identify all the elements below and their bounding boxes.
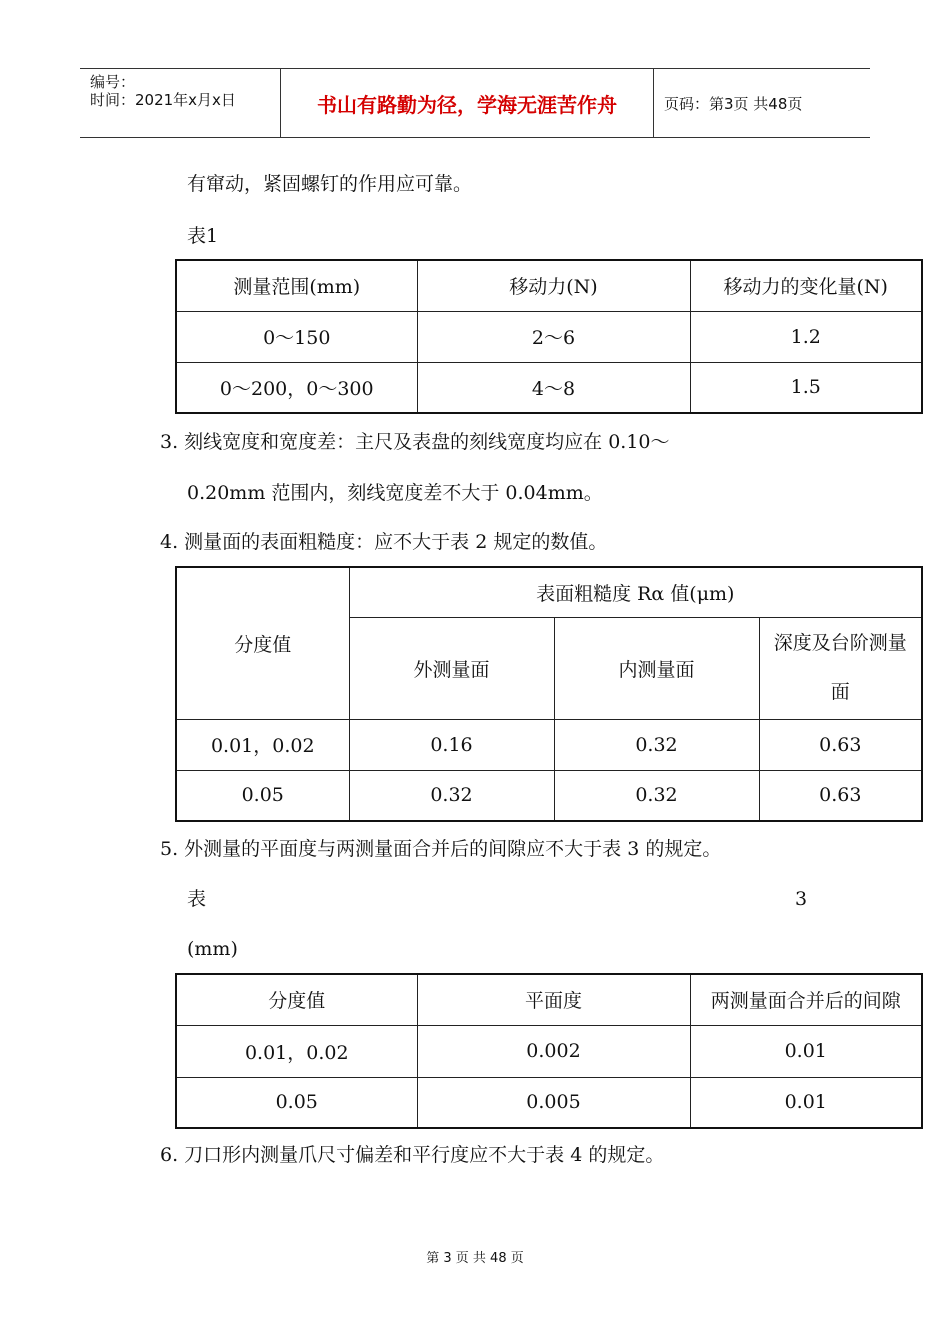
- table-cell: 0.05: [176, 770, 349, 821]
- table-header-cell: 外测量面: [349, 617, 554, 719]
- table-header-cell: 移动力的变化量(N): [690, 260, 922, 311]
- table-cell: 4～8: [417, 362, 690, 413]
- table-header-cell: 移动力(N): [417, 260, 690, 311]
- header-number-label: 编号：: [90, 73, 136, 91]
- table-cell: 0.01，0.02: [176, 1025, 417, 1077]
- table-cell: 0～200，0～300: [176, 362, 417, 413]
- page-footer: 第 3 页 共 48 页: [426, 1251, 524, 1266]
- paragraph-3-line-1: 3. 刻线宽度和宽度差：主尺及表盘的刻线宽度均应在 0.10～: [160, 431, 670, 453]
- table-header-cell: 测量范围(mm): [176, 260, 417, 311]
- table-cell: 0.32: [349, 770, 554, 821]
- table-cell: 0.01: [690, 1077, 922, 1128]
- paragraph-3-line-2: 0.20mm 范围内，刻线宽度差不大于 0.04mm。: [187, 482, 603, 504]
- table-cell: 1.2: [690, 311, 922, 362]
- table-cell: 0.63: [759, 719, 922, 770]
- page-header: [80, 68, 870, 138]
- header-meta: [80, 69, 280, 137]
- table-row: [176, 770, 922, 821]
- table-row: [176, 362, 922, 413]
- header-motto: 书山有路勤为径，学海无涯苦作舟: [280, 69, 654, 137]
- table-cell: 0～150: [176, 311, 417, 362]
- table-header-row: [176, 974, 922, 1025]
- header-time-label: 时间：2021年x月x日: [90, 91, 236, 109]
- table-header-row: [176, 260, 922, 311]
- table-header-cell: 平面度: [417, 974, 690, 1025]
- table-header-cell: 分度值: [176, 567, 349, 719]
- table3-caption-right: 3: [795, 888, 808, 910]
- table-cell: 2～6: [417, 311, 690, 362]
- paragraph-4: 4. 测量面的表面粗糙度：应不大于表 2 规定的数值。: [160, 531, 608, 553]
- table-header-row: [176, 567, 922, 617]
- table3-caption-left: 表: [187, 888, 207, 910]
- table-header-cell: 内测量面: [554, 617, 759, 719]
- table-row: [176, 311, 922, 362]
- table-cell: 0.01，0.02: [176, 719, 349, 770]
- table-row: [176, 1025, 922, 1077]
- table-cell: 0.01: [690, 1025, 922, 1077]
- table-row: [176, 719, 922, 770]
- table-header-cell-line: 深度及台阶测量: [773, 632, 907, 654]
- table-header-cell: [759, 617, 922, 719]
- table-cell: 0.16: [349, 719, 554, 770]
- table-3: [175, 973, 923, 1129]
- paragraph-5: 5. 外测量的平面度与两测量面合并后的间隙应不大于表 3 的规定。: [160, 838, 722, 860]
- table-header-cell: 两测量面合并后的间隙: [690, 974, 922, 1025]
- header-page-info: 页码：第3页 共48页: [664, 94, 803, 113]
- table-2: [175, 566, 923, 822]
- table-cell: 1.5: [690, 362, 922, 413]
- table-cell: 0.002: [417, 1025, 690, 1077]
- table-row: [176, 1077, 922, 1128]
- table-cell: 0.63: [759, 770, 922, 821]
- paragraph-6: 6. 刀口形内测量爪尺寸偏差和平行度应不大于表 4 的规定。: [160, 1144, 665, 1166]
- table-cell: 0.005: [417, 1077, 690, 1128]
- paragraph-continued: 有窜动，紧固螺钉的作用应可靠。: [187, 173, 473, 195]
- table1-caption: 表1: [187, 225, 219, 247]
- table-cell: 0.32: [554, 719, 759, 770]
- table-1: [175, 259, 923, 414]
- table-cell: 0.32: [554, 770, 759, 821]
- table-cell: 0.05: [176, 1077, 417, 1128]
- table-group-header-cell: 表面粗糙度 Rα 值(μm): [349, 567, 922, 617]
- table3-unit: (mm): [187, 938, 238, 960]
- table-header-cell: 分度值: [176, 974, 417, 1025]
- table-header-cell-line: 面: [830, 681, 850, 703]
